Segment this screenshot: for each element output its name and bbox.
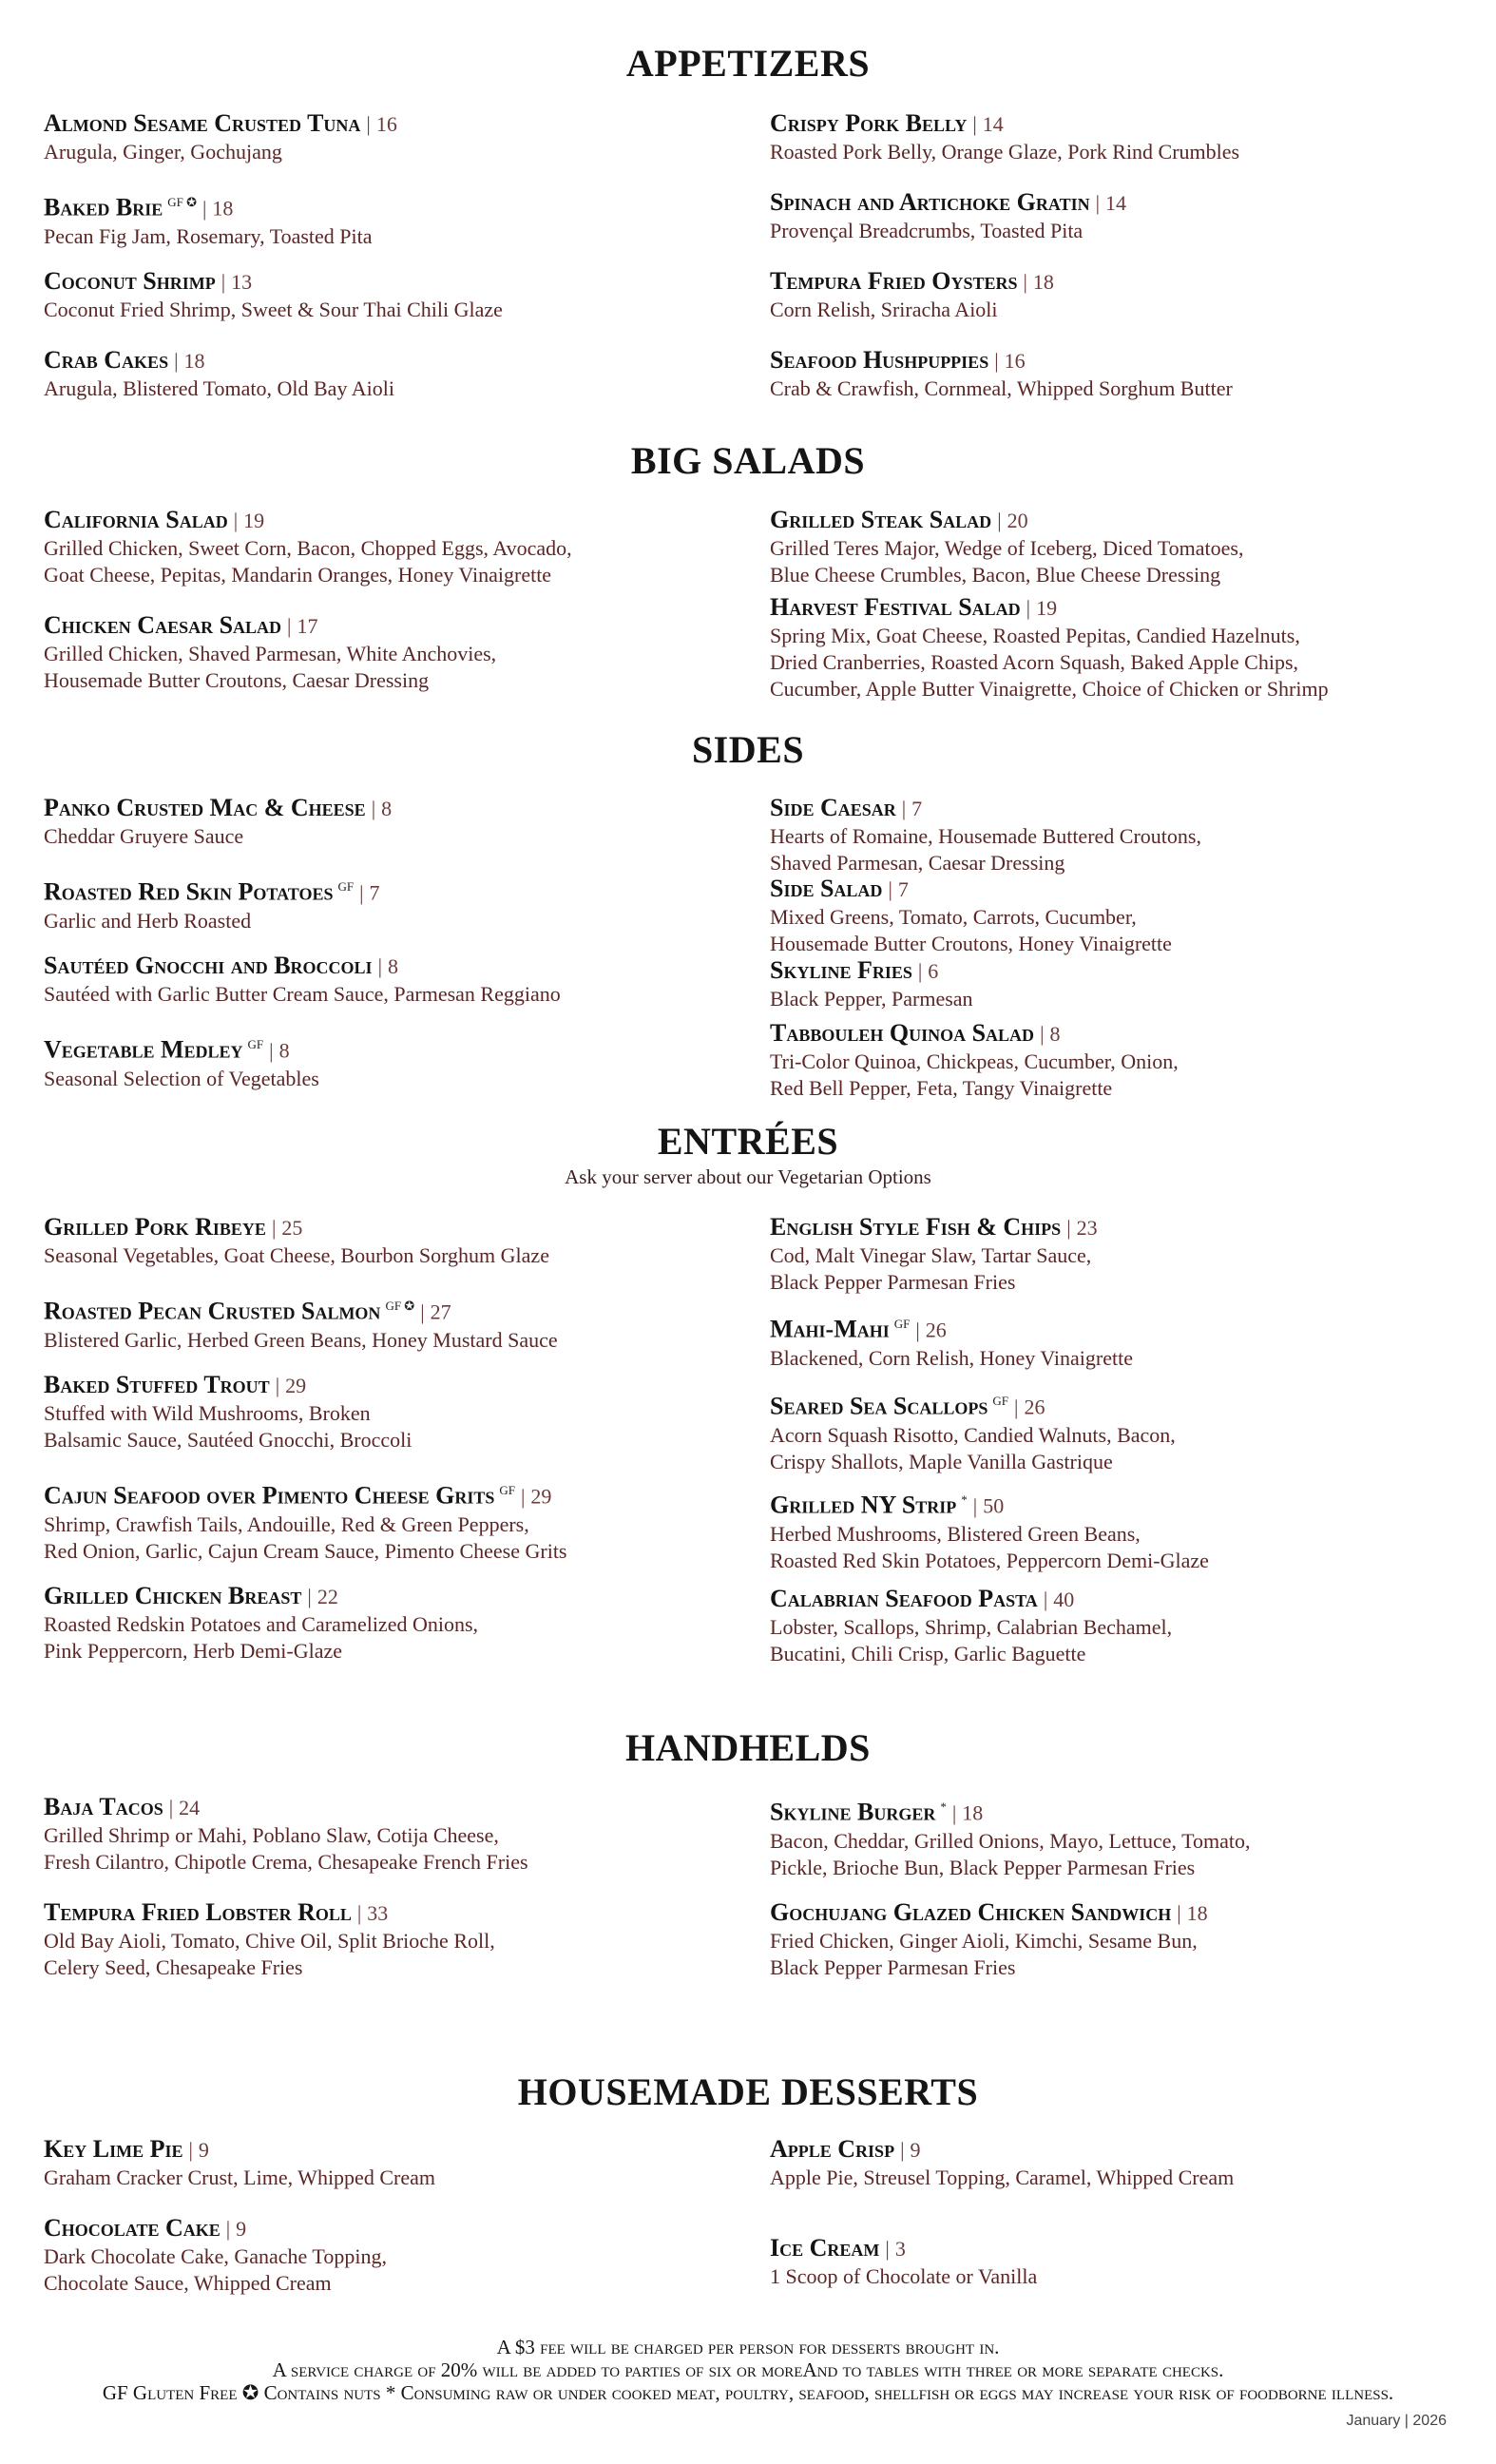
price-separator: | (1026, 596, 1031, 620)
menu-item-title-row (770, 794, 1464, 823)
price-separator: | (356, 1901, 362, 1925)
menu-item-name: Tempura Fried Lobster Roll (44, 1898, 352, 1926)
menu-item-description: Herbed Mushrooms, Blistered Green Beans, (770, 1521, 1141, 1546)
menu-item-name: Vegetable Medley (44, 1035, 243, 1064)
menu-item-name: Chicken Caesar Salad (44, 611, 282, 639)
menu-item (44, 346, 747, 402)
menu-item (44, 2135, 747, 2191)
menu-item-description: Fried Chicken, Ginger Aioli, Kimchi, Sesame Bun, (770, 1929, 1198, 1953)
price-separator: | (359, 880, 364, 905)
menu-item-price: 22 (316, 1585, 338, 1608)
menu-item (44, 1371, 747, 1453)
price-separator: | (1043, 1588, 1048, 1611)
menu-item-description: Shrimp, Crawfish Tails, Andouille, Red & Green Peppers, (44, 1511, 529, 1536)
dietary-tag: * (961, 1492, 968, 1507)
menu-item-title-row (44, 1582, 747, 1611)
menu-item-price: 8 (1049, 1022, 1061, 1046)
dietary-tag: GF ✪ (167, 195, 197, 209)
menu-item-description: Celery Seed, Chesapeake Fries (44, 1955, 303, 1979)
menu-item-price: 20 (1007, 509, 1028, 532)
menu-item-title-row (44, 2135, 747, 2165)
menu-item-description: Roasted Pork Belly, Orange Glaze, Pork Rind Crumbles (770, 140, 1240, 164)
menu-item-description: Black Pepper Parmesan Fries (770, 1270, 1016, 1294)
menu-item-name: Tempura Fried Oysters (770, 267, 1018, 295)
menu-item-name: Grilled Pork Ribeye (44, 1213, 266, 1241)
menu-item-description: Pickle, Brioche Bun, Black Pepper Parmesan Fries (770, 1855, 1196, 1879)
section-title-appetizers: APPETIZERS (625, 42, 871, 85)
price-separator: | (1023, 270, 1027, 294)
menu-item-description: Corn Relish, Sriracha Aioli (770, 298, 998, 321)
menu-item-price: 19 (1036, 596, 1058, 620)
menu-item-price: 23 (1076, 1216, 1098, 1240)
menu-item (44, 952, 747, 1008)
menu-item-price: 18 (1186, 1901, 1208, 1925)
menu-item-description: Grilled Shrimp or Mahi, Poblano Slaw, Cotija Cheese, (44, 1823, 499, 1847)
menu-item-title-row (44, 952, 747, 981)
section-title-handhelds: HANDHELDS (625, 1726, 871, 1769)
price-separator: | (1014, 1395, 1019, 1419)
menu-item (44, 188, 747, 250)
menu-item (770, 1486, 1464, 1574)
menu-item-description: Black Pepper Parmesan Fries (770, 1955, 1016, 1979)
menu-item-name: Seafood Hushpuppies (770, 346, 989, 374)
menu-item-title-row (770, 1486, 1464, 1521)
menu-item-description: Crab & Crawfish, Cornmeal, Whipped Sorghum Butter (770, 376, 1233, 400)
menu-item-description: Hearts of Romaine, Housemade Buttered Croutons, (770, 824, 1201, 848)
price-separator: | (1040, 1022, 1045, 1046)
menu-item-title-row (44, 1213, 747, 1242)
menu-item-description: Acorn Squash Risotto, Candied Walnuts, Bacon, (770, 1422, 1176, 1447)
menu-item-name: Almond Sesame Crusted Tuna (44, 109, 361, 137)
menu-item-title-row (44, 1371, 747, 1400)
menu-item-name: Baked Brie (44, 193, 163, 221)
menu-item-name: Roasted Pecan Crusted Salmon (44, 1297, 381, 1325)
menu-item (44, 1898, 747, 1981)
menu-item-description: Cucumber, Apple Butter Vinaigrette, Choice of Chicken or Shrimp (770, 677, 1329, 701)
menu-item-price: 9 (910, 2138, 921, 2162)
menu-item-description: Lobster, Scallops, Shrimp, Calabrian Bechamel, (770, 1615, 1173, 1639)
menu-item (44, 1030, 747, 1092)
menu-item-description: Coconut Fried Shrimp, Sweet & Sour Thai Chili Glaze (44, 298, 503, 321)
footer-dessert-fee: A $3 fee will be charged per person for desserts brought in. (496, 2336, 1000, 2358)
menu-item-description: Bacon, Cheddar, Grilled Onions, Mayo, Lettuce, Tomato, (770, 1828, 1251, 1853)
price-separator: | (201, 196, 207, 221)
menu-item-name: Key Lime Pie (44, 2135, 183, 2163)
price-separator: | (233, 509, 239, 532)
menu-item-description: Graham Cracker Crust, Lime, Whipped Cream (44, 2166, 435, 2189)
price-separator: | (1177, 1901, 1181, 1925)
menu-item-description: Housemade Butter Croutons, Honey Vinaigrette (770, 932, 1172, 955)
price-separator: | (225, 2217, 231, 2241)
menu-item-price: 9 (236, 2217, 247, 2241)
dietary-tag: * (940, 1800, 947, 1814)
menu-item (770, 109, 1464, 165)
menu-item (770, 506, 1464, 588)
menu-item-name: Gochujang Glazed Chicken Sandwich (770, 1898, 1172, 1926)
price-separator: | (1066, 1216, 1071, 1240)
menu-item-description: Grilled Teres Major, Wedge of Iceberg, Diced Tomatoes, (770, 536, 1244, 560)
price-separator: | (972, 1493, 978, 1518)
menu-item-title-row (44, 1793, 747, 1822)
dietary-tag: GF ✪ (385, 1299, 415, 1313)
menu-item-description: Chocolate Sauce, Whipped Cream (44, 2271, 332, 2295)
price-separator: | (520, 1484, 526, 1509)
menu-item-description: Red Bell Pepper, Feta, Tangy Vinaigrette (770, 1076, 1113, 1100)
price-separator: | (307, 1585, 312, 1608)
section-subtitle-entrees: Ask your server about our Vegetarian Options (565, 1165, 931, 1188)
menu-item (770, 1387, 1464, 1475)
menu-item-description: Garlic and Herb Roasted (44, 908, 252, 933)
menu-item-title-row (770, 2135, 1464, 2165)
section-title-entrees: ENTRÉES (657, 1120, 839, 1163)
price-separator: | (900, 2138, 905, 2162)
menu-item-name: Baja Tacos (44, 1793, 163, 1820)
menu-item (770, 2234, 1464, 2290)
menu-item (44, 1213, 747, 1269)
price-separator: | (915, 1318, 920, 1342)
price-separator: | (901, 797, 907, 820)
menu-item-name: Side Salad (770, 875, 883, 902)
menu-item-title-row (770, 346, 1464, 375)
menu-item-price: 40 (1053, 1588, 1075, 1611)
dietary-tag: GF (992, 1394, 1009, 1408)
menu-item (44, 109, 747, 165)
menu-item-name: Seared Sea Scallops (770, 1392, 988, 1420)
menu-item-description: Goat Cheese, Pepitas, Mandarin Oranges, Honey Vinaigrette (44, 563, 552, 587)
price-separator: | (188, 2138, 193, 2162)
menu-item-title-row (770, 956, 1464, 986)
menu-item-title-row (44, 794, 747, 823)
menu-item-description: Old Bay Aioli, Tomato, Chive Oil, Split Brioche Roll, (44, 1929, 495, 1953)
price-separator: | (168, 1796, 174, 1819)
price-separator: | (174, 349, 179, 373)
menu-item-title-row (770, 1793, 1464, 1828)
menu-item-name: Mahi-Mahi (770, 1315, 890, 1343)
section-title-big-salads: BIG SALADS (630, 439, 866, 482)
menu-item-price: 18 (962, 1800, 984, 1825)
price-separator: | (885, 2237, 890, 2261)
menu-item-title-row (44, 1030, 747, 1066)
menu-item-name: Chocolate Cake (44, 2214, 221, 2242)
price-separator: | (271, 1216, 277, 1240)
menu-item-title-row (770, 875, 1464, 904)
menu-item-price: 14 (1104, 191, 1126, 215)
menu-item-price: 3 (894, 2237, 906, 2261)
menu-item-title-row (44, 873, 747, 908)
menu-item-price: 25 (281, 1216, 303, 1240)
menu-item (44, 1793, 747, 1876)
menu-item-description: Sautéed with Garlic Butter Cream Sauce, Parmesan Reggiano (44, 982, 561, 1006)
menu-item-name: Apple Crisp (770, 2135, 895, 2163)
menu-item-description: Shaved Parmesan, Caesar Dressing (770, 851, 1065, 875)
menu-item-price: 27 (430, 1299, 451, 1324)
menu-item-title-row (770, 1019, 1464, 1049)
menu-item (44, 1582, 747, 1665)
dietary-tag: GF (499, 1483, 515, 1497)
menu-item-name: Harvest Festival Salad (770, 593, 1021, 621)
menu-item-description: Blistered Garlic, Herbed Green Beans, Honey Mustard Sauce (44, 1327, 558, 1352)
menu-item-price: 29 (285, 1374, 307, 1397)
menu-date: January | 2026 (1346, 2413, 1447, 2429)
menu-item-description: Dark Chocolate Cake, Ganache Topping, (44, 2244, 387, 2268)
price-separator: | (269, 1038, 274, 1063)
menu-item (770, 188, 1464, 244)
menu-item-description: Grilled Chicken, Sweet Corn, Bacon, Chopped Eggs, Avocado, (44, 536, 572, 560)
section-title-desserts: HOUSEMADE DESSERTS (517, 2070, 979, 2113)
menu-item-title-row (44, 1898, 747, 1928)
menu-item-price: 14 (982, 112, 1004, 136)
menu-item (770, 346, 1464, 402)
menu-item-price: 18 (1032, 270, 1054, 294)
menu-item-name: Grilled Steak Salad (770, 506, 992, 533)
menu-item-description: Fresh Cilantro, Chipotle Crema, Chesapeake French Fries (44, 1850, 528, 1874)
menu-item-name: Tabbouleh Quinoa Salad (770, 1019, 1035, 1047)
menu-item-price: 8 (387, 954, 398, 978)
menu-item-name: Crab Cakes (44, 346, 169, 374)
menu-item-price: 17 (297, 614, 318, 638)
price-separator: | (888, 877, 892, 901)
menu-item-description: Red Onion, Garlic, Cajun Cream Sauce, Pimento Cheese Grits (44, 1538, 567, 1563)
menu-item-name: Grilled Chicken Breast (44, 1582, 302, 1609)
section-title-sides: SIDES (691, 728, 805, 771)
menu-item-description: Apple Pie, Streusel Topping, Caramel, Whipped Cream (770, 2166, 1235, 2189)
menu-item-description: Cod, Malt Vinegar Slaw, Tartar Sauce, (770, 1243, 1092, 1267)
menu-item-description: Pecan Fig Jam, Rosemary, Toasted Pita (44, 223, 373, 248)
menu-item-title-row (44, 1476, 747, 1511)
menu-item (44, 267, 747, 323)
price-separator: | (377, 954, 382, 978)
menu-item-price: 29 (530, 1484, 552, 1509)
menu-item (44, 1476, 747, 1565)
menu-item (770, 1898, 1464, 1981)
menu-item-description: Provençal Breadcrumbs, Toasted Pita (770, 219, 1084, 242)
menu-item-price: 24 (179, 1796, 201, 1819)
menu-item-title-row (44, 109, 747, 139)
menu-item-title-row (770, 1585, 1464, 1614)
dietary-tag: GF (893, 1317, 911, 1331)
menu-item-description: Mixed Greens, Tomato, Carrots, Cucumber, (770, 905, 1137, 929)
menu-item (770, 1019, 1464, 1102)
menu-item-title-row (770, 267, 1464, 297)
menu-item-description: Tri-Color Quinoa, Chickpeas, Cucumber, Onion, (770, 1049, 1179, 1073)
menu-item-price: 7 (897, 877, 909, 901)
menu-item-title-row (44, 1292, 747, 1327)
price-separator: | (275, 1374, 280, 1397)
menu-item-name: Grilled NY Strip (770, 1491, 957, 1519)
menu-item-title-row (44, 267, 747, 297)
menu-item-description: Crispy Shallots, Maple Vanilla Gastrique (770, 1449, 1113, 1473)
menu-item (770, 794, 1464, 876)
menu-item-price: 18 (183, 349, 205, 373)
menu-item-description: Seasonal Vegetables, Goat Cheese, Bourbon Sorghum Glaze (44, 1243, 549, 1267)
menu-item-description: 1 Scoop of Chocolate or Vanilla (770, 2264, 1038, 2288)
menu-item-name: Calabrian Seafood Pasta (770, 1585, 1038, 1612)
menu-item-title-row (770, 1213, 1464, 1242)
menu-item-title-row (44, 188, 747, 223)
menu-item-title-row (770, 109, 1464, 139)
menu-item-price: 16 (1004, 349, 1026, 373)
menu-item-title-row (770, 2234, 1464, 2263)
menu-item (44, 1292, 747, 1354)
menu-item-description: Pink Peppercorn, Herb Demi-Glaze (44, 1639, 343, 1663)
menu-item-name: California Salad (44, 506, 228, 533)
menu-item-price: 26 (925, 1318, 947, 1342)
menu-item-price: 13 (231, 270, 253, 294)
menu-item-title-row (770, 1387, 1464, 1422)
menu-item-title-row (770, 1310, 1464, 1345)
menu-item (770, 1793, 1464, 1881)
menu-item-name: Sautéed Gnocchi and Broccoli (44, 952, 373, 979)
footer-service-charge: A service charge of 20% will be added to parties of six or moreAnd to tables with three or more separate checks. (272, 2358, 1224, 2381)
menu-item-description: Blue Cheese Crumbles, Bacon, Blue Cheese Dressing (770, 563, 1221, 587)
menu-item-description: Spring Mix, Goat Cheese, Roasted Pepitas, Candied Hazelnuts, (770, 624, 1300, 647)
dietary-tag: GF (247, 1037, 264, 1051)
menu-item-description: Arugula, Blistered Tomato, Old Bay Aioli (44, 376, 394, 400)
menu-item-title-row (770, 506, 1464, 535)
menu-item-name: Roasted Red Skin Potatoes (44, 877, 334, 906)
menu-item-price: 6 (928, 959, 939, 983)
menu-item-title-row (44, 2214, 747, 2243)
menu-item-price: 50 (983, 1493, 1005, 1518)
price-separator: | (366, 112, 371, 136)
menu-item-description: Blackened, Corn Relish, Honey Vinaigrette (770, 1345, 1133, 1370)
menu-item-price: 26 (1024, 1395, 1045, 1419)
menu-item-description: Cheddar Gruyere Sauce (44, 824, 244, 848)
price-separator: | (917, 959, 923, 983)
menu-item (770, 267, 1464, 323)
price-separator: | (420, 1299, 425, 1324)
menu-item-description: Stuffed with Wild Mushrooms, Broken (44, 1401, 371, 1425)
footer-legend: GF Gluten Free ✪ Contains nuts * Consuming raw or under cooked meat, poultry, seafood, shellfish or eggs may increase your risk of foodborne illness. (102, 2381, 1394, 2404)
menu-item-name: Side Caesar (770, 794, 896, 821)
menu-item (44, 794, 747, 850)
menu-item-name: Coconut Shrimp (44, 267, 216, 295)
menu-item-price: 7 (369, 880, 380, 905)
menu-item-price: 8 (278, 1038, 290, 1063)
menu-item (44, 611, 747, 694)
menu-item-price: 8 (381, 797, 393, 820)
dietary-tag: GF (337, 879, 355, 894)
price-separator: | (221, 270, 226, 294)
menu-item (770, 1310, 1464, 1372)
menu-item-price: 33 (367, 1901, 389, 1925)
menu-item-name: Crispy Pork Belly (770, 109, 968, 137)
menu-item (44, 506, 747, 588)
menu-item-price: 18 (212, 196, 234, 221)
menu-item-description: Seasonal Selection of Vegetables (44, 1066, 319, 1090)
menu-item-title-row (770, 593, 1464, 623)
price-separator: | (287, 614, 292, 638)
menu-item-name: Skyline Burger (770, 1798, 936, 1826)
menu-item-price: 7 (911, 797, 923, 820)
menu-item-name: Ice Cream (770, 2234, 880, 2262)
menu-item (770, 956, 1464, 1012)
menu-item-title-row (44, 506, 747, 535)
menu-item-description: Black Pepper, Parmesan (770, 987, 973, 1011)
menu-item-title-row (770, 1898, 1464, 1928)
menu-item-description: Roasted Redskin Potatoes and Caramelized Onions, (44, 1612, 479, 1636)
menu-item-price: 16 (375, 112, 397, 136)
menu-item-name: Baked Stuffed Trout (44, 1371, 270, 1398)
price-separator: | (1095, 191, 1100, 215)
menu-item (770, 2135, 1464, 2191)
menu-item-description: Dried Cranberries, Roasted Acorn Squash, Baked Apple Chips, (770, 650, 1299, 674)
menu-item-name: Panko Crusted Mac & Cheese (44, 794, 366, 821)
menu-item-name: English Style Fish & Chips (770, 1213, 1062, 1241)
price-separator: | (994, 349, 999, 373)
menu-item-name: Spinach and Artichoke Gratin (770, 188, 1090, 216)
menu-item-name: Skyline Fries (770, 956, 912, 984)
menu-item-description: Bucatini, Chili Crisp, Garlic Baguette (770, 1642, 1086, 1665)
menu-item-description: Roasted Red Skin Potatoes, Peppercorn Demi-Glaze (770, 1548, 1209, 1572)
menu-item (44, 873, 747, 934)
menu-item-name: Cajun Seafood over Pimento Cheese Grits (44, 1481, 495, 1510)
menu-item-description: Grilled Chicken, Shaved Parmesan, White Anchovies, (44, 642, 497, 665)
menu-item (770, 593, 1464, 703)
menu-item (44, 2214, 747, 2297)
menu-item (770, 875, 1464, 957)
price-separator: | (997, 509, 1002, 532)
menu-item-description: Housemade Butter Croutons, Caesar Dressing (44, 668, 430, 692)
menu-item-description: Arugula, Ginger, Gochujang (44, 140, 282, 164)
price-separator: | (972, 112, 977, 136)
menu-item-title-row (44, 346, 747, 375)
menu-item-title-row (770, 188, 1464, 218)
menu-item-title-row (44, 611, 747, 641)
price-separator: | (371, 797, 376, 820)
menu-item-price: 9 (198, 2138, 209, 2162)
menu-item-price: 19 (243, 509, 265, 532)
menu-item-description: Balsamic Sauce, Sautéed Gnocchi, Broccoli (44, 1428, 412, 1452)
price-separator: | (951, 1800, 957, 1825)
menu-item (770, 1213, 1464, 1296)
menu-item (770, 1585, 1464, 1667)
